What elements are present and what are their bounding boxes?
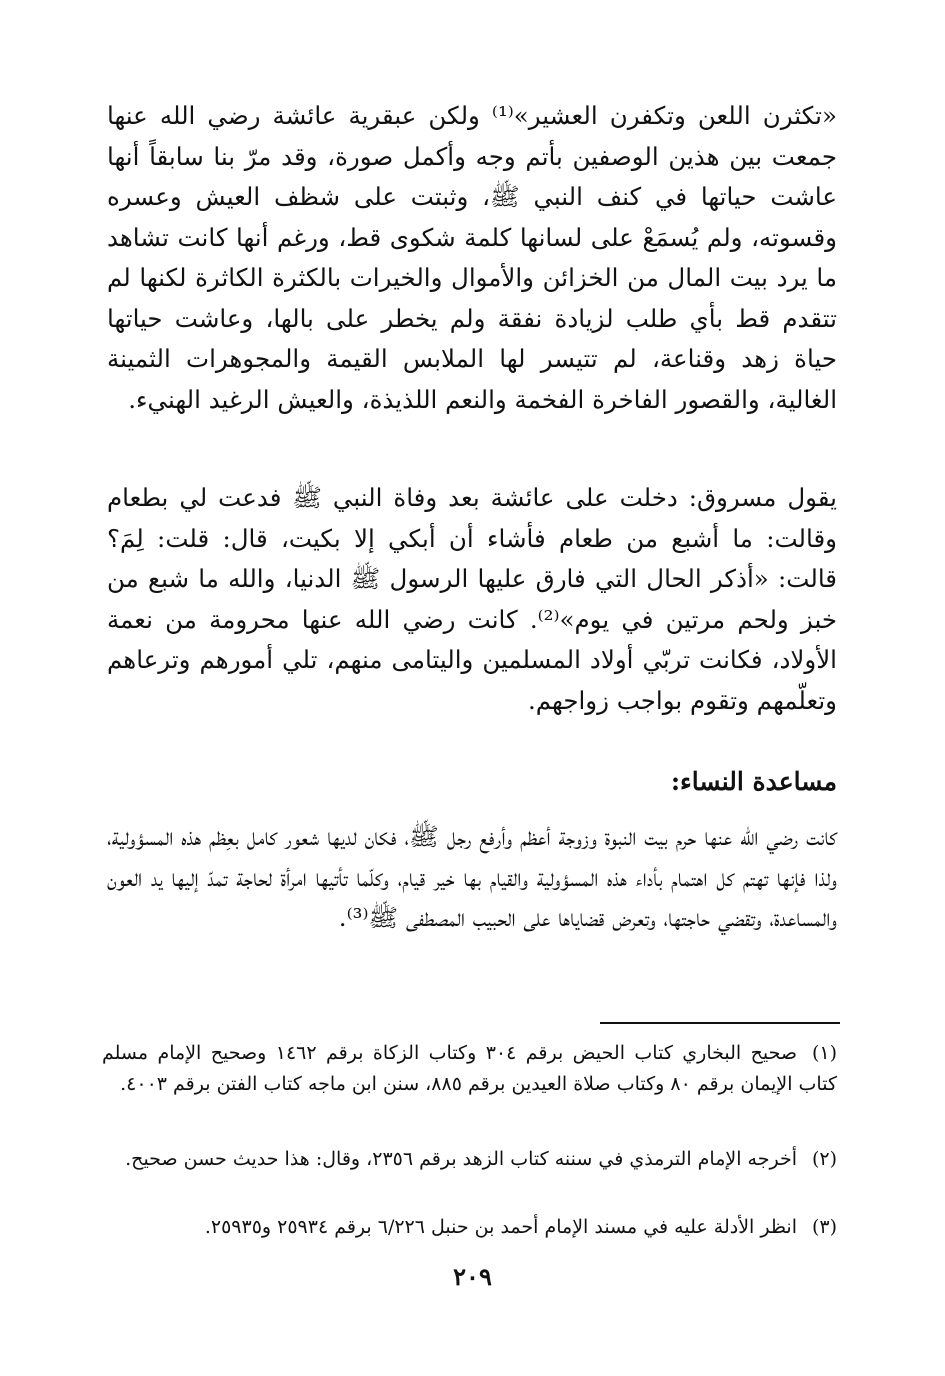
footnote-3 — [102, 1212, 837, 1243]
footnote-number: (٢) — [811, 1148, 837, 1170]
footnote-1 — [102, 1038, 837, 1100]
footnote-2 — [102, 1144, 837, 1175]
footnote-divider — [600, 1022, 840, 1024]
footnote-number: (٣) — [811, 1216, 837, 1238]
paragraph-masruq-narration: يقول مسروق: دخلت على عائشة بعد وفاة النبي ﷺ فدعت لي بطعام وقالت: ما أشبع من طعام فأشاء أن أبكي إلا بكيت، قال: قلت: لِمَ؟ قالت: «أذكر الحال التي فارق عليها الرسول ﷺ الدنيا، والله ما شبع من خبز ولحم مرتين في يوم»⁽²⁾. كانت رضي الله عنها محرومة من نعمة الأولاد، فكانت تربّي أولاد المسلمين واليتامى منهم، تلي أمورهم وترعاهم وتعلّمهم وتقوم بواجب زواجهم. — [107, 483, 837, 715]
paragraph-helping-women: كانت رضي الله عنها حرم بيت النبوة وزوجة أعظم وأرفع رجل ﷺ، فكان لديها شعور كامل بعِظم هذه المسؤولية، ولذا فإنها تهتم كل اهتمام بأداء هذه المسؤولية والقيام بها خير قيام، وكلّما تأتيها امرأة لحاجة تمدّ إليها يد العون والمساعدة، وتقضي حاجتها، وتعرض قضاياها على الحبيب المصطفى ﷺ⁽³⁾. — [107, 822, 837, 932]
footnote-text: أخرجه الإمام الترمذي في سننه كتاب الزهد برقم ٢٣٥٦، وقال: هذا حديث حسن صحيح. — [125, 1148, 797, 1170]
footnote-text: صحيح البخاري كتاب الحيض برقم ٣٠٤ وكتاب الزكاة برقم ١٤٦٢ وصحيح الإمام مسلم كتاب الإيمان برقم ٨٠ وكتاب صلاة العيدين برقم ٨٨٥، سنن ابن ماجه كتاب الفتن برقم ٤٠٠٣. — [102, 1042, 837, 1095]
footnote-text: انظر الأدلة عليه في مسند الإمام أحمد بن حنبل ٦/٢٢٦ برقم ٢٥٩٣٤ و٢٥٩٣٥. — [204, 1216, 797, 1238]
paragraph-aisha-zuhd: «تكثرن اللعن وتكفرن العشير»⁽¹⁾ ولكن عبقرية عائشة رضي الله عنها جمعت بين هذين الوصفين بأتم وجه وأكمل صورة، وقد مرّ بنا سابقاً أنها عاشت حياتها في كنف النبي ﷺ، وثبتت على شظف العيش وعسره وقسوته، ولم يُسمَعْ على لسانها كلمة شكوى قط، ورغم أنها كانت تشاهد ما يرد بيت المال من الخزائن والأموال والخيرات بالكثرة الكاثرة لكنها لم تتقدم قط بأي طلب لزيادة نفقة ولم يخطر على بالها، وعاشت حياتها حياة زهد وقناعة، لم تتيسر لها الملابس القيمة والمجوهرات الثمينة الغالية، والقصور الفاخرة الفخمة والنعم اللذيذة، والعيش الرغيد الهنيء. — [107, 101, 837, 414]
footnote-number: (١) — [811, 1042, 837, 1064]
section-heading: مساعدة النساء: — [670, 767, 837, 796]
page-number: ٢٠٩ — [453, 1262, 492, 1291]
